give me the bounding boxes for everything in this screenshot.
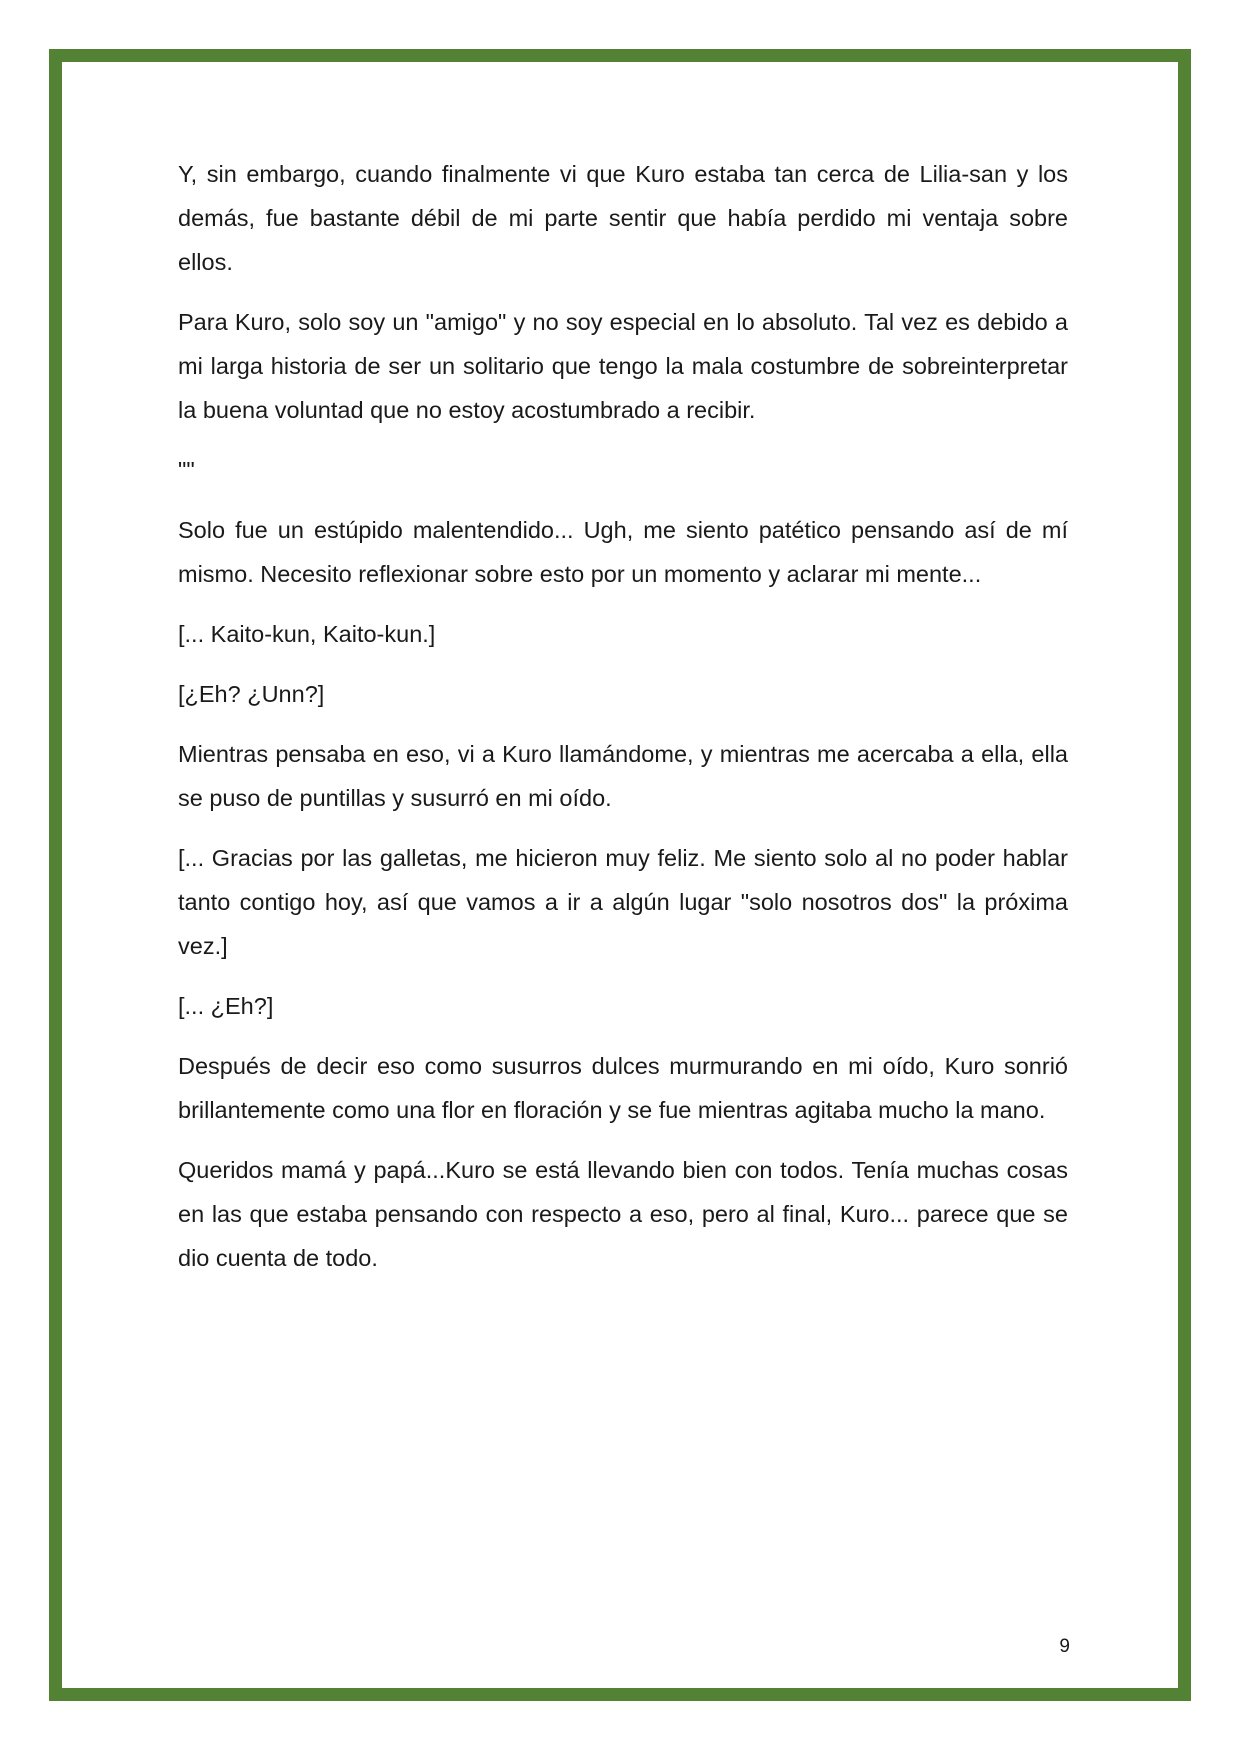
paragraph-5: [... Kaito-kun, Kaito-kun.]: [178, 621, 436, 647]
paragraph-1: Y, sin embargo, cuando finalmente vi que Kuro estaba tan cerca de Lilia-san y los demás, fue bastante débil de mi parte sentir que había perdido mi ventaja sobre ellos.: [178, 161, 1068, 275]
paragraph-9: [... ¿Eh?]: [178, 993, 274, 1019]
paragraph-3: "": [178, 457, 195, 483]
paragraph-11: Queridos mamá y papá...Kuro se está llevando bien con todos. Tenía muchas cosas en las que estaba pensando con respecto a eso, pero al final, Kuro... parece que se dio cuenta de todo.: [178, 1157, 1068, 1271]
paragraph-2: Para Kuro, solo soy un "amigo" y no soy especial en lo absoluto. Tal vez es debido a mi larga historia de ser un solitario que tengo la mala costumbre de sobreinterpretar la buena voluntad que no estoy acostumbrado a recibir.: [178, 309, 1068, 423]
text-body: [178, 152, 1068, 1296]
page-number: 9: [1059, 1636, 1070, 1657]
paragraph-4: Solo fue un estúpido malentendido... Ugh, me siento patético pensando así de mí mismo. Necesito reflexionar sobre esto por un momento y aclarar mi mente...: [178, 517, 1068, 587]
paragraph-7: Mientras pensaba en eso, vi a Kuro llamándome, y mientras me acercaba a ella, ella se puso de puntillas y susurró en mi oído.: [178, 741, 1068, 811]
paragraph-8: [... Gracias por las galletas, me hicieron muy feliz. Me siento solo al no poder hablar tanto contigo hoy, así que vamos a ir a algún lugar "solo nosotros dos" la próxima vez.]: [178, 845, 1068, 959]
paragraph-6: [¿Eh? ¿Unn?]: [178, 681, 325, 707]
paragraph-10: Después de decir eso como susurros dulces murmurando en mi oído, Kuro sonrió brillantemente como una flor en floración y se fue mientras agitaba mucho la mano.: [178, 1053, 1068, 1123]
